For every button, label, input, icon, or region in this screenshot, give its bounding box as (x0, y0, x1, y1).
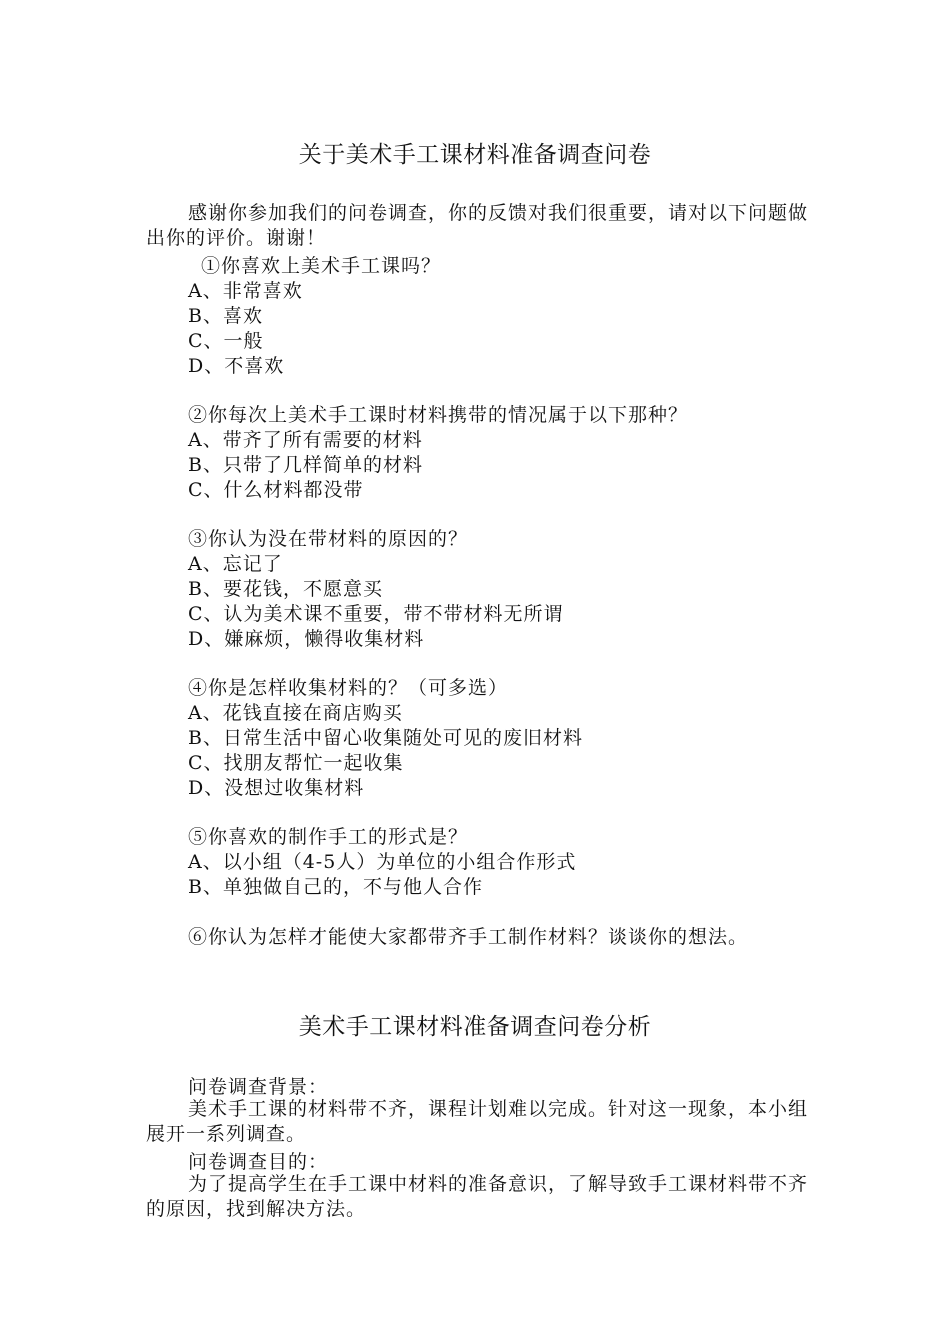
background-text: 美术手工课的材料带不齐，课程计划难以完成。针对这一现象，本小组展开一系列调查。 (146, 1098, 809, 1145)
question-1-option-a: A、非常喜欢 (188, 280, 303, 302)
question-2-option-c: C、什么材料都没带 (188, 479, 364, 501)
question-2: ②你每次上美术手工课时材料携带的情况属于以下那种？ (188, 404, 689, 426)
survey-intro: 感谢你参加我们的问卷调查，你的反馈对我们很重要，请对以下问题做出你的评价。谢谢！ (146, 202, 809, 249)
question-5: ⑤你喜欢的制作手工的形式是？ (188, 826, 469, 848)
question-1: ①你喜欢上美术手工课吗？ (201, 255, 442, 277)
question-3-option-b: B、要花钱，不愿意买 (188, 578, 383, 600)
question-6: ⑥你认为怎样才能使大家都带齐手工制作材料？谈谈你的想法。 (188, 926, 749, 948)
purpose-text: 为了提高学生在手工课中材料的准备意识，了解导致手工课材料带不齐的原因，找到解决方法。 (146, 1173, 809, 1220)
question-4-option-c: C、找朋友帮忙一起收集 (188, 752, 404, 774)
question-4-option-a: A、花钱直接在商店购买 (188, 702, 403, 724)
question-4-option-b: B、日常生活中留心收集随处可见的废旧材料 (188, 727, 583, 749)
question-4: ④你是怎样收集材料的？（可多选） (188, 677, 509, 699)
question-3-option-d: D、嫌麻烦，懒得收集材料 (188, 628, 425, 650)
question-1-option-c: C、一般 (188, 330, 264, 352)
purpose-label: 问卷调查目的： (188, 1151, 329, 1173)
question-3-option-a: A、忘记了 (188, 553, 283, 575)
analysis-title: 美术手工课材料准备调查问卷分析 (298, 1014, 652, 1040)
survey-title: 关于美术手工课材料准备调查问卷 (298, 142, 652, 168)
question-4-option-d: D、没想过收集材料 (188, 777, 365, 799)
question-1-option-b: B、喜欢 (188, 305, 263, 327)
question-2-option-a: A、带齐了所有需要的材料 (188, 429, 423, 451)
question-1-option-d: D、不喜欢 (188, 355, 285, 377)
question-5-option-b: B、单独做自己的，不与他人合作 (188, 876, 483, 898)
question-3: ③你认为没在带材料的原因的？ (188, 528, 469, 550)
question-2-option-b: B、只带了几样简单的材料 (188, 454, 423, 476)
question-5-option-a: A、以小组（4-5人）为单位的小组合作形式 (188, 851, 577, 873)
background-label: 问卷调查背景： (188, 1076, 329, 1098)
question-3-option-c: C、认为美术课不重要，带不带材料无所谓 (188, 603, 564, 625)
